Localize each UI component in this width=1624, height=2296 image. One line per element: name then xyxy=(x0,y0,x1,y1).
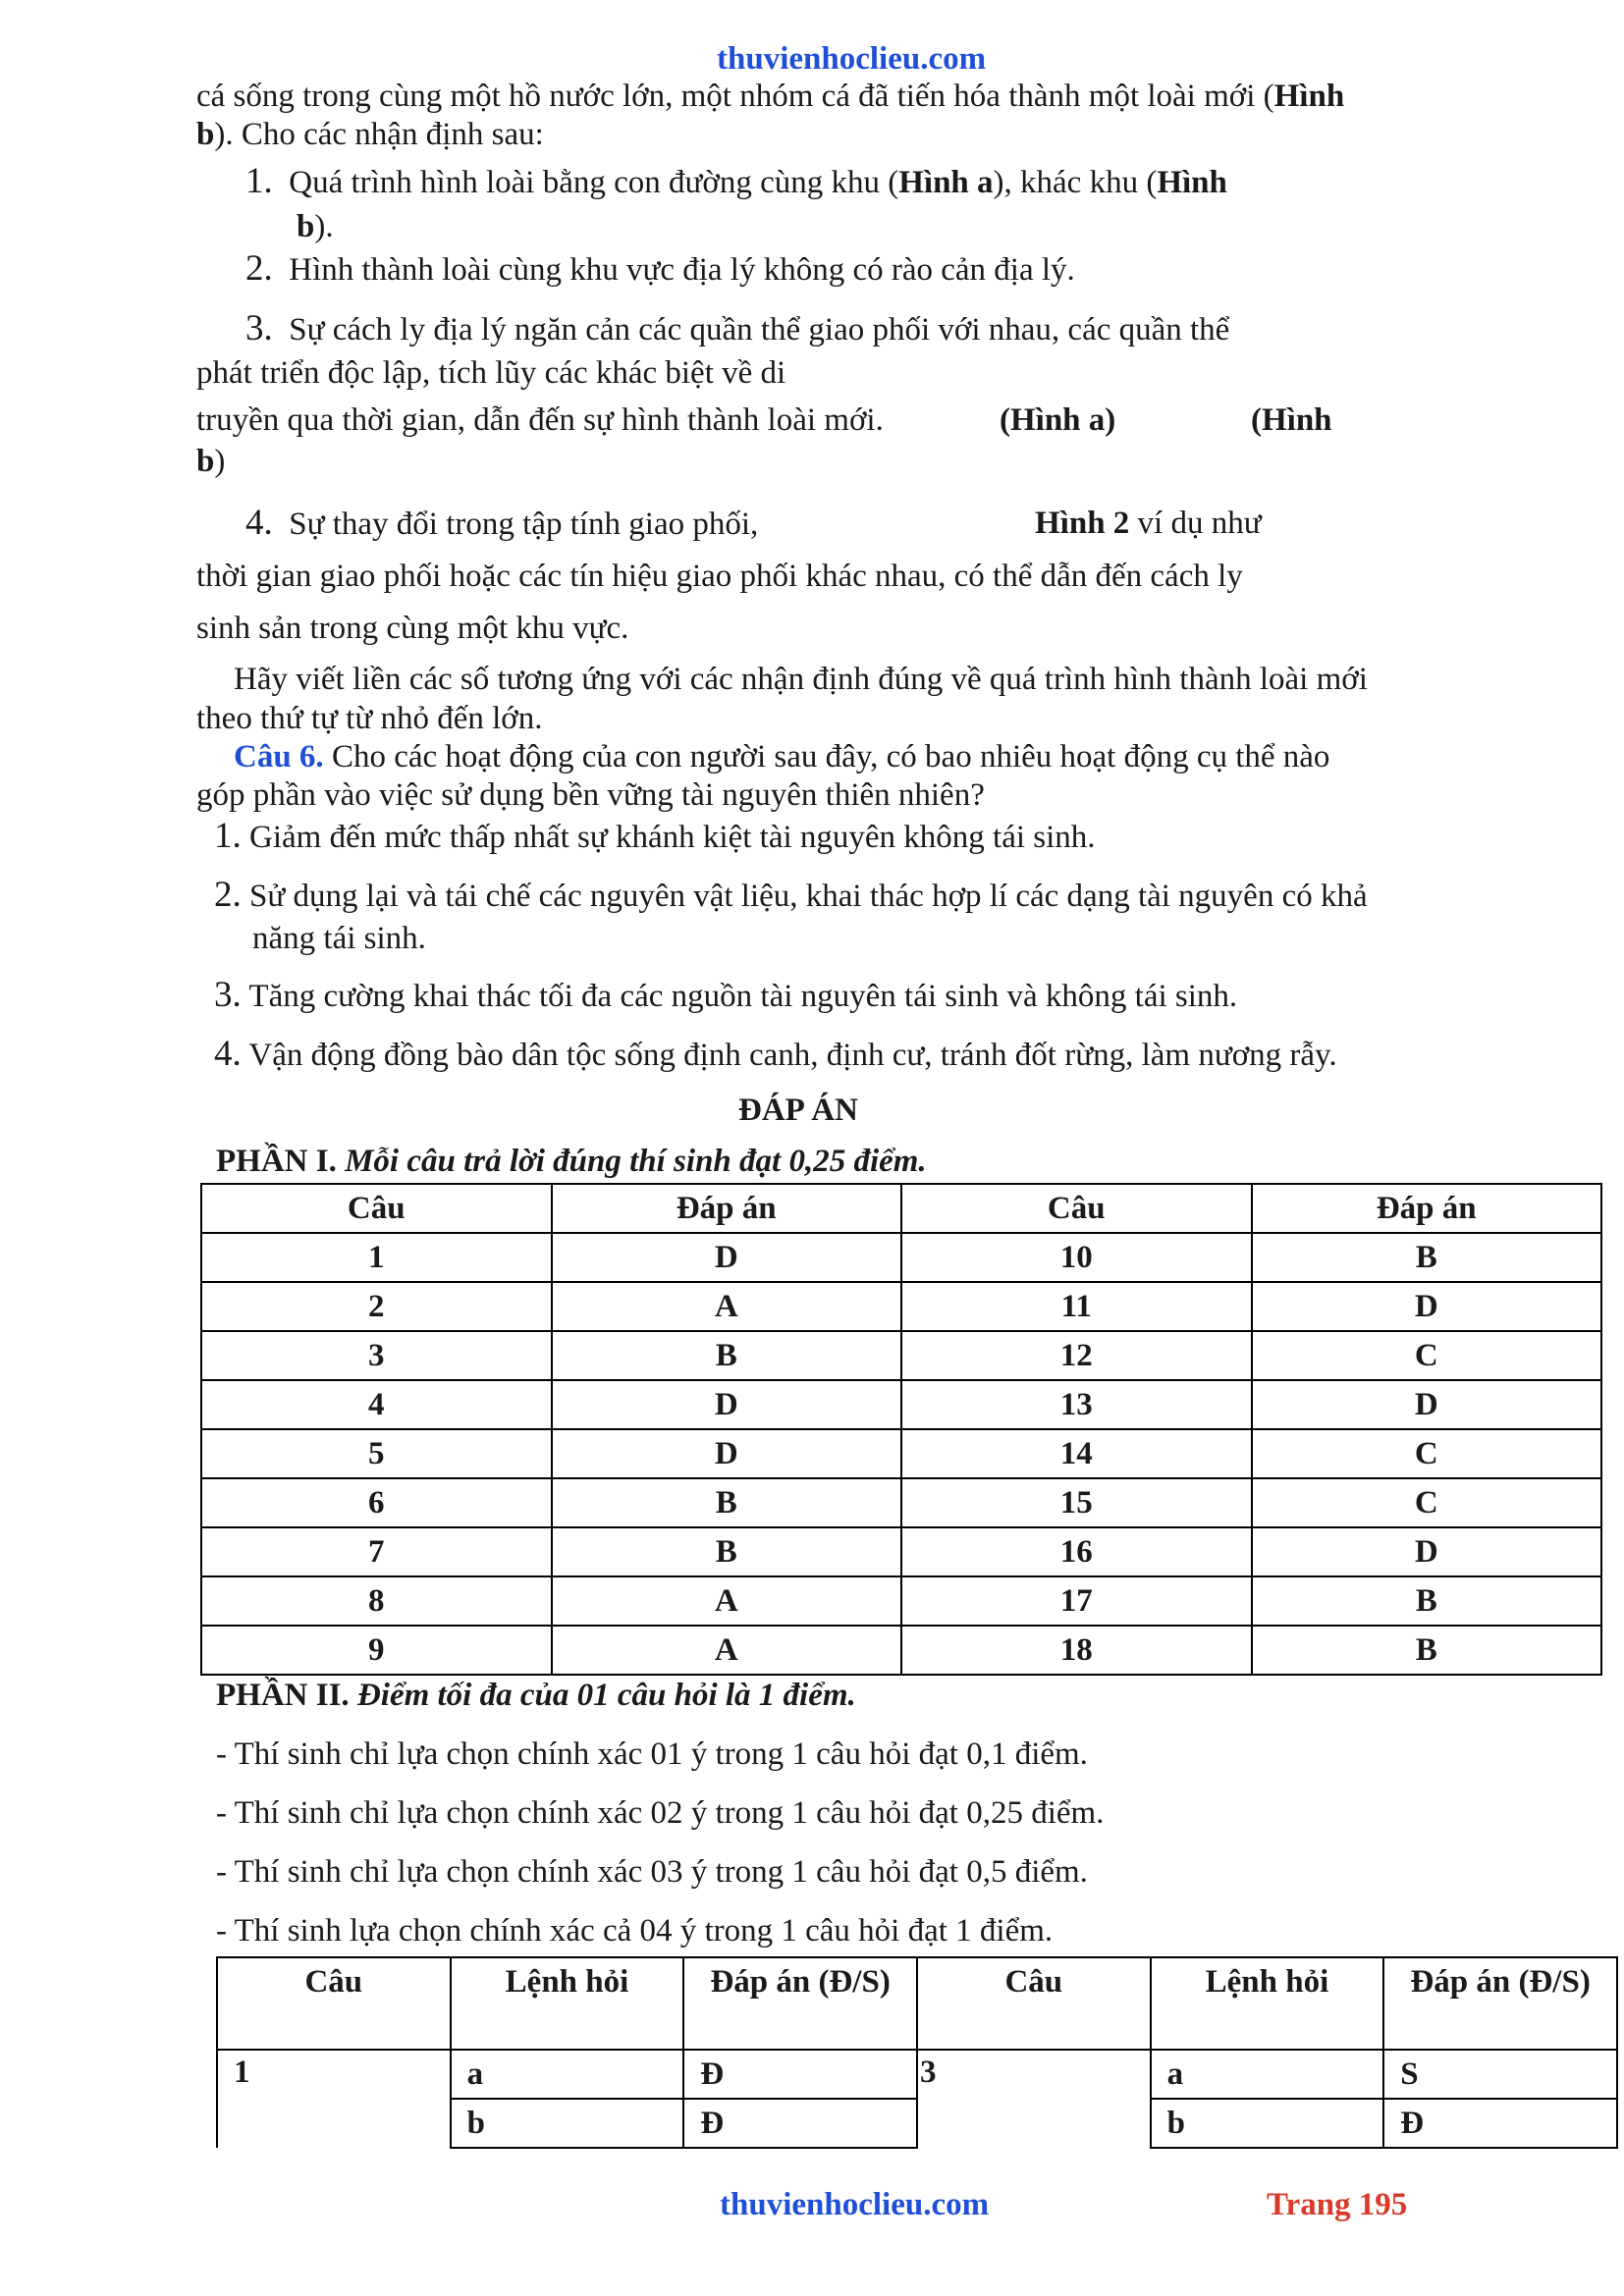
part-1-desc: Mỗi câu trả lời đúng thí sinh đạt 0,25 điểm. xyxy=(345,1144,927,1179)
page-number: Trang 195 xyxy=(1267,2187,1408,2222)
table-cell: b xyxy=(1151,2099,1384,2148)
table-cell: 10 xyxy=(901,1233,1252,1282)
part-2-header-row xyxy=(217,1957,1617,2050)
table-row xyxy=(201,1429,1601,1478)
statement-4-line-1: Sự thay đổi trong tập tính giao phối, xyxy=(289,507,759,542)
table-cell: B xyxy=(1252,1233,1602,1282)
statement-3-line-2: phát triển độc lập, tích lũy các khác biệt về di xyxy=(196,355,786,391)
table-cell: B xyxy=(552,1478,902,1527)
part-2-heading xyxy=(216,1676,856,1715)
table-cell: 15 xyxy=(901,1478,1252,1527)
statement-4-line-3: sinh sản trong cùng một khu vực. xyxy=(196,611,629,646)
statement-3-bold-b: (Hình xyxy=(1251,402,1332,438)
table-cell: a xyxy=(1151,2050,1384,2099)
statement-3-line-4-bold: b xyxy=(196,444,215,479)
part-2-right-cau: 3 xyxy=(917,2050,1151,2148)
statement-4-number: 4. xyxy=(245,503,273,543)
part-2-rule-3: - Thí sinh chỉ lựa chọn chính xác 03 ý trong 1 câu hỏi đạt 0,5 điểm. xyxy=(216,1854,1088,1890)
table-row xyxy=(201,1478,1601,1527)
part-1-answer-table xyxy=(200,1183,1602,1676)
table-cell: D xyxy=(552,1233,902,1282)
table-cell: 14 xyxy=(901,1429,1252,1478)
statement-1-bold-a: Hình a xyxy=(898,165,994,200)
answers-title: ĐÁP ÁN xyxy=(738,1093,858,1128)
table-cell: D xyxy=(552,1429,902,1478)
statement-1-cont-bold: b xyxy=(297,209,315,244)
table-cell: Đ xyxy=(1383,2099,1617,2148)
instruction-line-2: theo thứ tự từ nhỏ đến lớn. xyxy=(196,701,543,736)
q6-item-4-number: 4. xyxy=(214,1034,242,1074)
statement-3-number: 3. xyxy=(245,308,273,348)
question-6-line-1 xyxy=(234,737,1329,776)
table-cell: 5 xyxy=(201,1429,552,1478)
q6-item-3-number: 3. xyxy=(214,975,242,1015)
table-cell: 1 xyxy=(201,1233,552,1282)
part-2-header-cau-2: Câu xyxy=(917,1957,1151,2050)
statement-4 xyxy=(245,504,758,544)
question-6-text: Cho các hoạt động của con người sau đây, có bao nhiêu hoạt động cụ thể nào xyxy=(323,739,1330,774)
table-row xyxy=(217,2050,1617,2099)
instruction-line-1: Hãy viết liền các số tương ứng với các nhận định đúng về quá trình hình thành loài mới xyxy=(234,662,1368,697)
intro-bold-2: b xyxy=(196,117,215,152)
part-2-rule-4: - Thí sinh lựa chọn chính xác cả 04 ý trong 1 câu hỏi đạt 1 điểm. xyxy=(216,1913,1054,1949)
table-cell: A xyxy=(552,1576,902,1626)
statement-1-cont-text: ). xyxy=(314,209,334,244)
table-row xyxy=(201,1233,1601,1282)
table-cell: 6 xyxy=(201,1478,552,1527)
table-cell: C xyxy=(1252,1331,1602,1380)
part-1-header-dap-an-2: Đáp án xyxy=(1252,1184,1602,1233)
table-cell: A xyxy=(552,1282,902,1331)
table-cell: C xyxy=(1252,1429,1602,1478)
part-2-header-dap-an-2: Đáp án (Đ/S) xyxy=(1383,1957,1617,2050)
footer-site-link[interactable]: thuvienhoclieu.com xyxy=(720,2187,990,2222)
q6-item-3 xyxy=(214,976,1237,1016)
q6-item-4-text: Vận động đồng bào dân tộc sống định canh, định cư, tránh đốt rừng, làm nương rẫy. xyxy=(248,1038,1337,1073)
statement-2-number: 2. xyxy=(245,248,273,289)
q6-item-1 xyxy=(214,817,1096,857)
table-cell: 16 xyxy=(901,1527,1252,1576)
part-2-header-lenh-hoi-2: Lệnh hỏi xyxy=(1151,1957,1384,2050)
table-cell: D xyxy=(1252,1527,1602,1576)
statement-4-line-2: thời gian giao phối hoặc các tín hiệu giao phối khác nhau, có thể dẫn đến cách ly xyxy=(196,559,1243,594)
table-cell: 13 xyxy=(901,1380,1252,1429)
table-cell: 4 xyxy=(201,1380,552,1429)
statement-4-bold-tail xyxy=(1035,504,1262,543)
table-cell: D xyxy=(1252,1282,1602,1331)
q6-item-1-number: 1. xyxy=(214,816,242,856)
intro-line-1 xyxy=(196,77,1344,116)
statement-4-bold: Hình 2 xyxy=(1035,506,1130,541)
statement-3-line-4-text: ) xyxy=(214,444,226,479)
part-2-rule-1: - Thí sinh chỉ lựa chọn chính xác 01 ý trong 1 câu hỏi đạt 0,1 điểm. xyxy=(216,1736,1088,1772)
table-cell: B xyxy=(1252,1626,1602,1675)
table-cell: A xyxy=(552,1626,902,1675)
part-1-heading xyxy=(216,1142,927,1181)
table-cell: S xyxy=(1383,2050,1617,2099)
q6-item-2-text: Sử dụng lại và tái chế các nguyên vật liệu, khai thác hợp lí các dạng tài nguyên có khả xyxy=(249,879,1368,914)
table-row xyxy=(201,1576,1601,1626)
statement-3-line-3: truyền qua thời gian, dẫn đến sự hình thành loài mới. xyxy=(196,402,884,438)
question-6-label: Câu 6. xyxy=(234,739,324,774)
table-cell: 3 xyxy=(201,1331,552,1380)
q6-item-2 xyxy=(214,876,1368,916)
statement-1-bold-b: Hình xyxy=(1157,165,1227,200)
statement-1-text-a: Quá trình hình loài bằng con đường cùng khu ( xyxy=(289,165,899,200)
table-cell: C xyxy=(1252,1478,1602,1527)
statement-4-tail: ví dụ như xyxy=(1129,506,1262,541)
statement-3-line-1: Sự cách ly địa lý ngăn cản các quần thể giao phối với nhau, các quần thể xyxy=(289,312,1230,347)
table-cell: 7 xyxy=(201,1527,552,1576)
q6-item-1-text: Giảm đến mức thấp nhất sự khánh kiệt tài nguyên không tái sinh. xyxy=(249,820,1096,855)
table-cell: B xyxy=(1252,1576,1602,1626)
table-cell: 17 xyxy=(901,1576,1252,1626)
table-cell: b xyxy=(451,2099,684,2148)
statement-1-cont xyxy=(297,207,334,246)
statement-2 xyxy=(245,249,1075,290)
intro-text-1: cá sống trong cùng một hồ nước lớn, một nhóm cá đã tiến hóa thành một loài mới ( xyxy=(196,79,1274,114)
table-row xyxy=(201,1331,1601,1380)
table-cell: 11 xyxy=(901,1282,1252,1331)
table-cell: 2 xyxy=(201,1282,552,1331)
table-row xyxy=(201,1626,1601,1675)
part-1-header-cau-2: Câu xyxy=(901,1184,1252,1233)
q6-item-2-cont: năng tái sinh. xyxy=(252,921,426,956)
part-2-answer-table xyxy=(216,1956,1618,2149)
table-cell: D xyxy=(1252,1380,1602,1429)
table-cell: 9 xyxy=(201,1626,552,1675)
part-1-header-cau: Câu xyxy=(201,1184,552,1233)
part-2-label: PHẦN II. xyxy=(216,1678,350,1713)
table-cell: B xyxy=(552,1331,902,1380)
statement-1-text-b: ), khác khu ( xyxy=(993,165,1158,200)
statement-2-text: Hình thành loài cùng khu vực địa lý không có rào cản địa lý. xyxy=(289,252,1075,288)
q6-item-4 xyxy=(214,1035,1337,1075)
part-1-header-dap-an: Đáp án xyxy=(552,1184,902,1233)
statement-1-number: 1. xyxy=(245,161,273,201)
part-2-left-cau: 1 xyxy=(217,2050,451,2148)
table-row xyxy=(201,1527,1601,1576)
intro-bold-1: Hình xyxy=(1273,79,1345,114)
part-1-label: PHẦN I. xyxy=(216,1144,337,1179)
table-cell: 12 xyxy=(901,1331,1252,1380)
part-2-desc: Điểm tối đa của 01 câu hỏi là 1 điểm. xyxy=(356,1678,856,1713)
table-cell: 18 xyxy=(901,1626,1252,1675)
header-site-link[interactable]: thuvienhoclieu.com xyxy=(717,41,987,77)
part-2-header-lenh-hoi: Lệnh hỏi xyxy=(451,1957,684,2050)
statement-3 xyxy=(245,309,1229,349)
intro-text-2: ). Cho các nhận định sau: xyxy=(214,117,544,152)
table-cell: B xyxy=(552,1527,902,1576)
table-cell: Đ xyxy=(683,2099,917,2148)
q6-item-3-text: Tăng cường khai thác tối đa các nguồn tài nguyên tái sinh và không tái sinh. xyxy=(248,979,1238,1014)
question-6-line-2: góp phần vào việc sử dụng bền vững tài nguyên thiên nhiên? xyxy=(196,777,985,813)
part-2-header-dap-an: Đáp án (Đ/S) xyxy=(683,1957,917,2050)
statement-3-line-4 xyxy=(196,442,225,481)
table-row xyxy=(201,1380,1601,1429)
table-cell: 8 xyxy=(201,1576,552,1626)
intro-line-2 xyxy=(196,115,544,154)
q6-item-2-number: 2. xyxy=(214,875,242,915)
statement-1 xyxy=(245,162,1227,202)
table-cell: a xyxy=(451,2050,684,2099)
part-1-header-row xyxy=(201,1184,1601,1233)
table-row xyxy=(201,1282,1601,1331)
part-2-rule-2: - Thí sinh chỉ lựa chọn chính xác 02 ý trong 1 câu hỏi đạt 0,25 điểm. xyxy=(216,1795,1105,1831)
table-cell: Đ xyxy=(683,2050,917,2099)
statement-3-bold-a: (Hình a) xyxy=(1000,402,1116,438)
table-cell: D xyxy=(552,1380,902,1429)
part-2-header-cau: Câu xyxy=(217,1957,451,2050)
